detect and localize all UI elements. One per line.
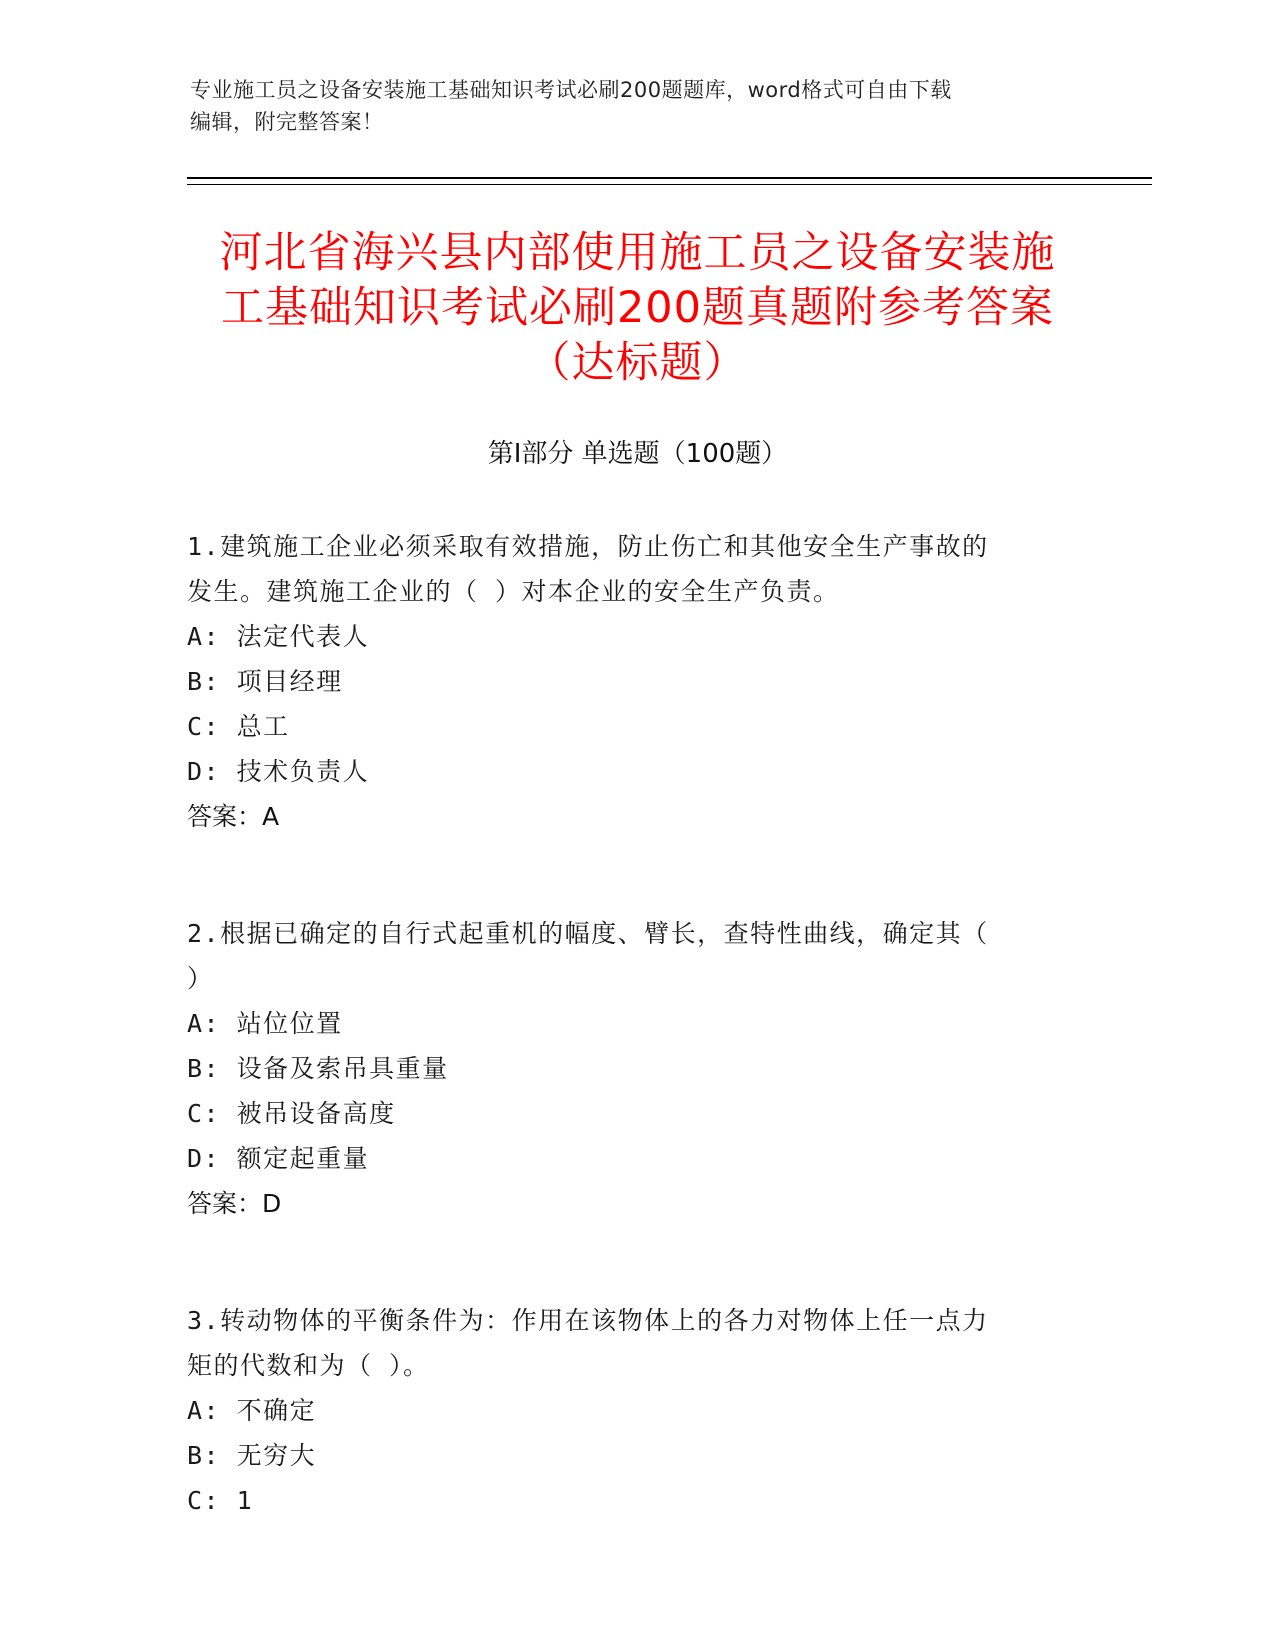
option-a: A: 法定代表人 (187, 622, 370, 651)
question-stem-line: 矩的代数和为（ ）。 (187, 1351, 430, 1380)
option-b: B: 项目经理 (187, 667, 343, 696)
document-title-line-1: 河北省海兴县内部使用施工员之设备安装施 (219, 228, 1056, 278)
document-title-line-2: 工基础知识考试必刷200题真题附参考答案 (220, 283, 1055, 333)
option-a: A: 站位位置 (187, 1009, 343, 1038)
answer: 答案：D (187, 1189, 282, 1218)
question-stem-line: 发生。建筑施工企业的（ ）对本企业的安全生产负责。 (187, 577, 840, 606)
option-d: D: 技术负责人 (187, 757, 370, 786)
header-divider-thin (187, 184, 1152, 185)
document-title (140, 226, 1135, 391)
question-stem-line: ） (187, 964, 214, 993)
option-c: C: 被吊设备高度 (187, 1099, 396, 1128)
question-stem-line: 2.根据已确定的自行式起重机的幅度、臂长，查特性曲线，确定其（ (187, 919, 989, 948)
question-stem-line: 3.转动物体的平衡条件为：作用在该物体上的各力对物体上任一点力 (187, 1306, 989, 1335)
question-stem (187, 1298, 1067, 1388)
header-note (190, 74, 1070, 138)
question-stem (187, 524, 1067, 614)
question-3 (187, 1298, 1067, 1523)
option-c: C: 1 (187, 1486, 254, 1515)
header-divider-thick (187, 177, 1152, 179)
question-stem-line: 1.建筑施工企业必须采取有效措施，防止伤亡和其他安全生产事故的 (187, 532, 989, 561)
document-title-line-3: （达标题） (527, 338, 748, 388)
option-b: B: 无穷大 (187, 1441, 317, 1470)
question-1 (187, 524, 1067, 839)
header-note-line-1: 专业施工员之设备安装施工基础知识考试必刷200题题库，word格式可自由下载 (190, 78, 952, 102)
question-spacer (187, 1226, 1067, 1298)
question-stem (187, 911, 1067, 1001)
option-d: D: 额定起重量 (187, 1144, 370, 1173)
option-c: C: 总工 (187, 712, 290, 741)
option-a: A: 不确定 (187, 1396, 317, 1425)
question-spacer (187, 839, 1067, 911)
option-b: B: 设备及索吊具重量 (187, 1054, 449, 1083)
header-note-line-2: 编辑，附完整答案！ (190, 110, 384, 134)
section-title: 第Ⅰ部分 单选题（100题） (487, 439, 788, 469)
question-list (187, 524, 1067, 1523)
question-2 (187, 911, 1067, 1226)
answer: 答案：A (187, 802, 280, 831)
